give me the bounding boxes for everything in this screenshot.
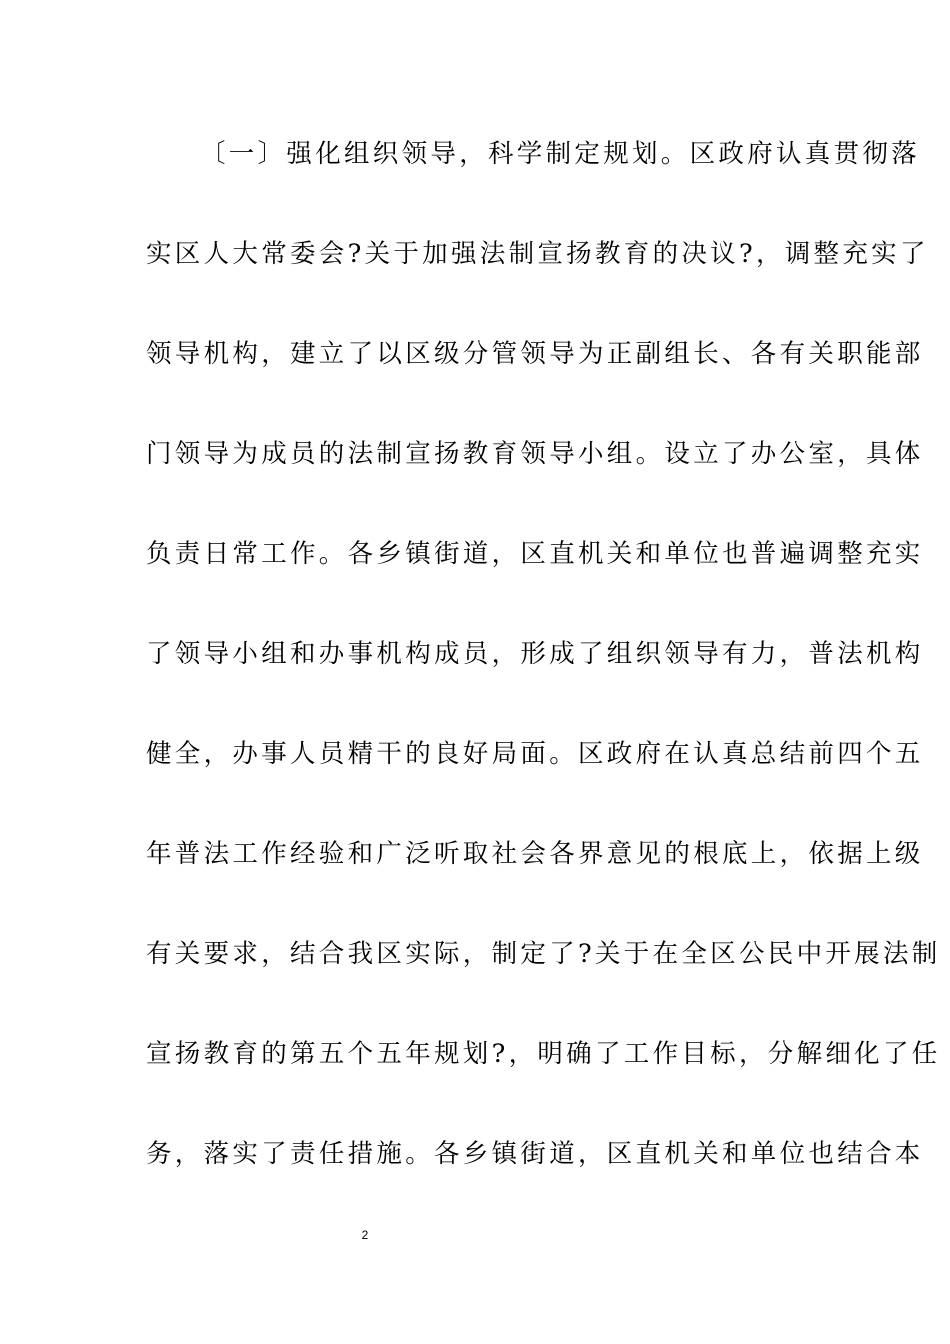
text-line: 负责日常工作。各乡镇街道，区直机关和单位也普遍调整充实 xyxy=(146,539,924,569)
text-line: 有关要求，结合我区实际，制定了?关于在全区公民中开展法制 xyxy=(146,939,941,969)
body-paragraph xyxy=(146,128,941,1228)
text-line: 〔一〕强化组织领导，科学制定规划。区政府认真贯彻落 xyxy=(200,139,921,169)
text-line: 门领导为成员的法制宣扬教育领导小组。设立了办公室，具体 xyxy=(146,439,924,469)
text-line: 年普法工作经验和广泛听取社会各界意见的根底上，依据上级 xyxy=(146,839,924,869)
text-line: 健全，办事人员精干的良好局面。区政府在认真总结前四个五 xyxy=(146,739,924,769)
text-line: 务，落实了责任措施。各乡镇街道，区直机关和单位也结合本 xyxy=(146,1139,924,1169)
text-line: 宣扬教育的第五个五年规划?，明确了工作目标，分解细化了任 xyxy=(146,1039,941,1069)
text-line: 实区人大常委会?关于加强法制宣扬教育的决议?，调整充实了 xyxy=(146,239,929,269)
text-line: 了领导小组和办事机构成员，形成了组织领导有力，普法机构 xyxy=(146,639,924,669)
text-line: 领导机构，建立了以区级分管领导为正副组长、各有关职能部 xyxy=(146,339,924,369)
page-number: 2 xyxy=(361,1228,369,1242)
